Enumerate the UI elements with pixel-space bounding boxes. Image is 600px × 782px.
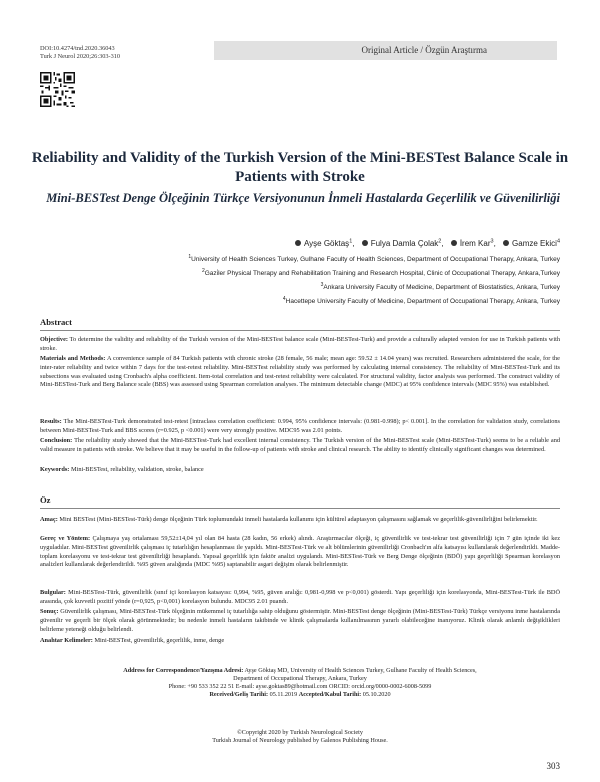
- article-type-label: Original Article / Özgün Araştırma: [361, 45, 487, 55]
- correspondence-contact: Phone: +90 533 352 22 51 E-mail: ayse.goktas89@hotmail.com ORCID: orcid.org/0000-0002-6008-5099: [168, 683, 432, 691]
- author-name: Gamze Ekici: [512, 238, 557, 248]
- author-name: İrem Kar: [459, 238, 491, 248]
- conclusion-text: The reliability study showed that the Mini-BESTest-Turk had excellent internal consistency. The Turkish version of the Mini-BESTest scale (Mini-BESTest-Turk) seems to be a reliable and valid measure in patients with stroke. We believe that it may be useful in the follow-up of patients with stroke and clinical research. The ability to identify clinically significant changes was determined.: [40, 437, 560, 453]
- keywords-text: Mini-BESTest, reliability, validation, stroke, balance: [70, 466, 204, 473]
- objective-label: Objective:: [40, 336, 68, 343]
- article-type-bar: [214, 41, 557, 60]
- affiliation-sup: 1: [188, 254, 192, 260]
- anahtar-label: Anahtar Kelimeler:: [40, 637, 93, 644]
- oz-heading: Öz: [40, 495, 560, 505]
- publisher-line: Turkish Journal of Neurology published by Galenos Publishing House.: [212, 737, 388, 744]
- author: Fulya Damla Çolak$^2$,: [357, 239, 444, 248]
- affiliation-text: University of Health Sciences Turkey, Gulhane Faculty of Health Sciences, Department of Occupational Therapy, Ankara, Turkey: [191, 256, 560, 264]
- keywords-label: Keywords:: [40, 466, 70, 473]
- oz-amac: [40, 516, 560, 525]
- affiliation-sup: 2: [201, 268, 205, 274]
- methods-text: A convenience sample of 84 Turkish patients with chronic stroke (28 female, 56 male; mean age: 59.52 ± 14.04 years) was recruited. Researchers administered the scale, for the inter-rater reliability and twice within 7 days for the test-retest reliability. Mini-BESTest reliability study was performed by calculating internal consistency. The reliability of Mini-BESTest-Turk and its subsections was evaluated using Cronbach's alpha coefficient. Item-total correlation and test-retest reliability were calculated. For structural validity, factor analysis was performed. The construct validity of Mini-BESTest-Turk and Berg Balance scale (BBS) was assessed using Spearman correlation analyses. The minimum detectable change (MDC) at 95% confidence intervals (MDC 95%) was established.: [40, 355, 560, 389]
- author-sup: 1: [349, 238, 353, 244]
- doi-text: DOI:10.4274/tnd.2020.36043: [40, 45, 115, 52]
- abstract-heading: Abstract: [40, 317, 560, 327]
- affiliation: [202, 267, 560, 278]
- abstract-results: [40, 418, 560, 436]
- oz-yontem: [40, 535, 560, 570]
- author: Ayşe Göktaş$^1$,: [290, 239, 355, 248]
- affiliation-sup: 3: [320, 282, 324, 288]
- orcid-icon: [295, 240, 301, 246]
- objective-text: To determine the validity and reliability of the Turkish version of the Mini-BESTest balance scale (Mini-BESTest-Turk) and provide a culturally adapted version for use in Turkish patients with stroke.: [40, 336, 560, 352]
- qr-code-icon: [40, 72, 75, 107]
- received-label: Received/Geliş Tarihi:: [209, 691, 269, 699]
- results-label: Results:: [40, 418, 62, 425]
- page-number: 303: [546, 761, 560, 771]
- correspondence-address: Ayşe Göktaş MD, University of Health Sciences Turkey, Gulhane Faculty of Health Sciences,: [244, 667, 477, 674]
- doi-block: [40, 45, 120, 62]
- bulgular-label: Bulgular:: [40, 589, 66, 596]
- oz-sonuc: [40, 608, 560, 634]
- orcid-icon: [451, 240, 457, 246]
- amac-label: Amaç:: [40, 516, 58, 523]
- author-list: [290, 238, 560, 248]
- received-accepted-line: [60, 691, 540, 699]
- yontem-text: Çalışmaya yaş ortalaması 59,52±14,04 yıl olan 84 hasta (28 kadın, 56 erkek) alındı. Araştırmacılar ölçeği, iç güvenilirlik ve test-tekrar test güvenilirliği için 7 gün içinde iki kez uyguladılar. Mini-BESTest güvenilirlik çalışması iç tutarlılığın hesaplanması ile yapıldı. Mini-BESTest-Türk ve alt bölümlerinin güvenilirliği Cronbach'ın alfa katsayısı kullanılarak değerlendirildi. Madde-toplam korelasyonu ve test-tekrar test güvenilirliği hesaplandı. Yapısal geçerlilik için faktör analizi uygulandı. Mini-BESTest-Türk ve Berg Denge ölçeğinin (BDÖ) yapı geçerliliği Spearman korelasyon analizleri kullanılarak değerlendirildi. %95 güven aralığında (MDC %95) saptanabilir asgari değişim olarak belirlenmiştir.: [40, 535, 560, 569]
- affiliation-text: Hacettepe University Faculty of Medicine, Department of Occupational Therapy, Ankara, Turkey: [285, 298, 560, 306]
- author: [498, 239, 560, 248]
- correspondence-dept: Department of Occupational Therapy, Ankara, Turkey: [233, 675, 367, 683]
- affiliation: [321, 281, 560, 292]
- accepted-date: 05.10.2020: [362, 691, 391, 699]
- author-name: Fulya Damla Çolak: [370, 238, 439, 248]
- article-title: Reliability and Validity of the Turkish Version of the Mini-BESTest Balance Scale in Patients with Stroke: [31, 150, 569, 185]
- sonuc-label: Sonuç:: [40, 608, 59, 615]
- abstract-objective: [40, 336, 560, 354]
- oz-anahtar: [40, 637, 560, 646]
- author-sup: 4: [556, 238, 560, 244]
- article-subtitle: Mini-BESTest Denge Ölçeğinin Türkçe Versiyonunun İnmeli Hastalarda Geçerlilik ve Güvenilirliği: [46, 191, 560, 205]
- correspondence-label: Address for Correspondence/Yazışma Adresi:: [123, 667, 244, 674]
- results-text: The Mini-BESTest-Turk demonstrated test-retest [intraclass correlation coefficient: 0.994, 95% confidence intervals: (0.981-0.998); p< 0.001]. In the correlation for validation study, correlations between Mini-BESTest-Turk and BBS scores (r=0.925, p <0.001) were very strongly positive. MDC95 was 2.01 points.: [40, 418, 560, 434]
- received-date: 05.11.2019: [269, 691, 298, 699]
- affiliation: [283, 295, 560, 306]
- correspondence-line: [60, 667, 540, 675]
- affiliation-text: Ankara University Faculty of Medicine, Department of Biostatistics, Ankara, Turkey: [323, 284, 560, 292]
- amac-text: Mini BESTest (Mini-BESTest-Türk) denge ölçeğinin Türk toplumundaki inmeli hastalarda kullanımı için kültürel adaptasyon çalışmasını sağlamak ve geçerlilik-güvenilirliğini belirlemektir.: [59, 516, 538, 523]
- author-name: Ayşe Göktaş: [303, 238, 350, 248]
- abstract-methods: [40, 355, 560, 390]
- conclusion-label: Conclusion:: [40, 437, 73, 444]
- orcid-icon: [362, 240, 368, 246]
- author-sup: 3: [490, 238, 494, 244]
- affiliation: [188, 253, 560, 264]
- anahtar-text: Mini-BESTest, güvenilirlik, geçerlilik, inme, denge: [94, 637, 225, 644]
- sonuc-text: Güvenilirlik çalışması, Mini-BESTest-Türk ölçeğinin mükemmel iç tutarlılığa sahip olduğunu göstermiştir. Mini-BESTest denge ölçeğinin (Mini-BESTest-Türk) Türkçe versiyonu inme hastalarında güvenilir ve geçerli bir ölçek olarak görünmektedir; bu nedenle inmeli hastaların takibinde ve klinik çalışmalarda kullanılmasının yararlı olabileceğine inanıyoruz. Klinik olarak anlamlı değişiklikleri belirleme yeteneği olduğu belirlendi.: [40, 608, 561, 633]
- copyright-block: [100, 729, 500, 745]
- author: İrem Kar$^3$,: [446, 239, 496, 248]
- abstract-keywords: [40, 466, 560, 475]
- accepted-label: Accepted/Kabul Tarihi:: [298, 691, 362, 699]
- oz-bulgular: [40, 589, 560, 607]
- abstract-conclusion: [40, 437, 560, 455]
- author-sup: 2: [438, 238, 442, 244]
- affiliation-text: Gazi̇ler Physical Therapy and Rehabilitation Training and Research Hospital, Clinic of Occupational Therapy, Ankara,Turkey: [204, 270, 560, 278]
- copyright-line: ©Copyright 2020 by Turkish Neurological Society: [237, 729, 363, 736]
- citation-text: Turk J Neurol 2020;26:303-310: [40, 53, 121, 61]
- correspondence-block: [60, 667, 540, 699]
- orcid-icon: [503, 240, 509, 246]
- bulgular-text: Mini-BESTest-Türk, güvenilirlik (sınıf içi korelasyon katsayısı: 0,994, %95, güven aralığı: 0,981-0,998 ve p<0,001) gösterdi. Yapı geçerliliği için korelasyonda, Mini-BESTest-Türk ile BDÖ arasında, çok kuvvetli pozitif yönde (r=0,925, p<0,001) korelasyon bulundu. MDC95 2.01 puandı.: [40, 589, 560, 605]
- yontem-label: Gereç ve Yöntem:: [40, 535, 91, 542]
- affiliation-sup: 4: [282, 296, 286, 302]
- methods-label: Materials and Methods:: [40, 355, 106, 362]
